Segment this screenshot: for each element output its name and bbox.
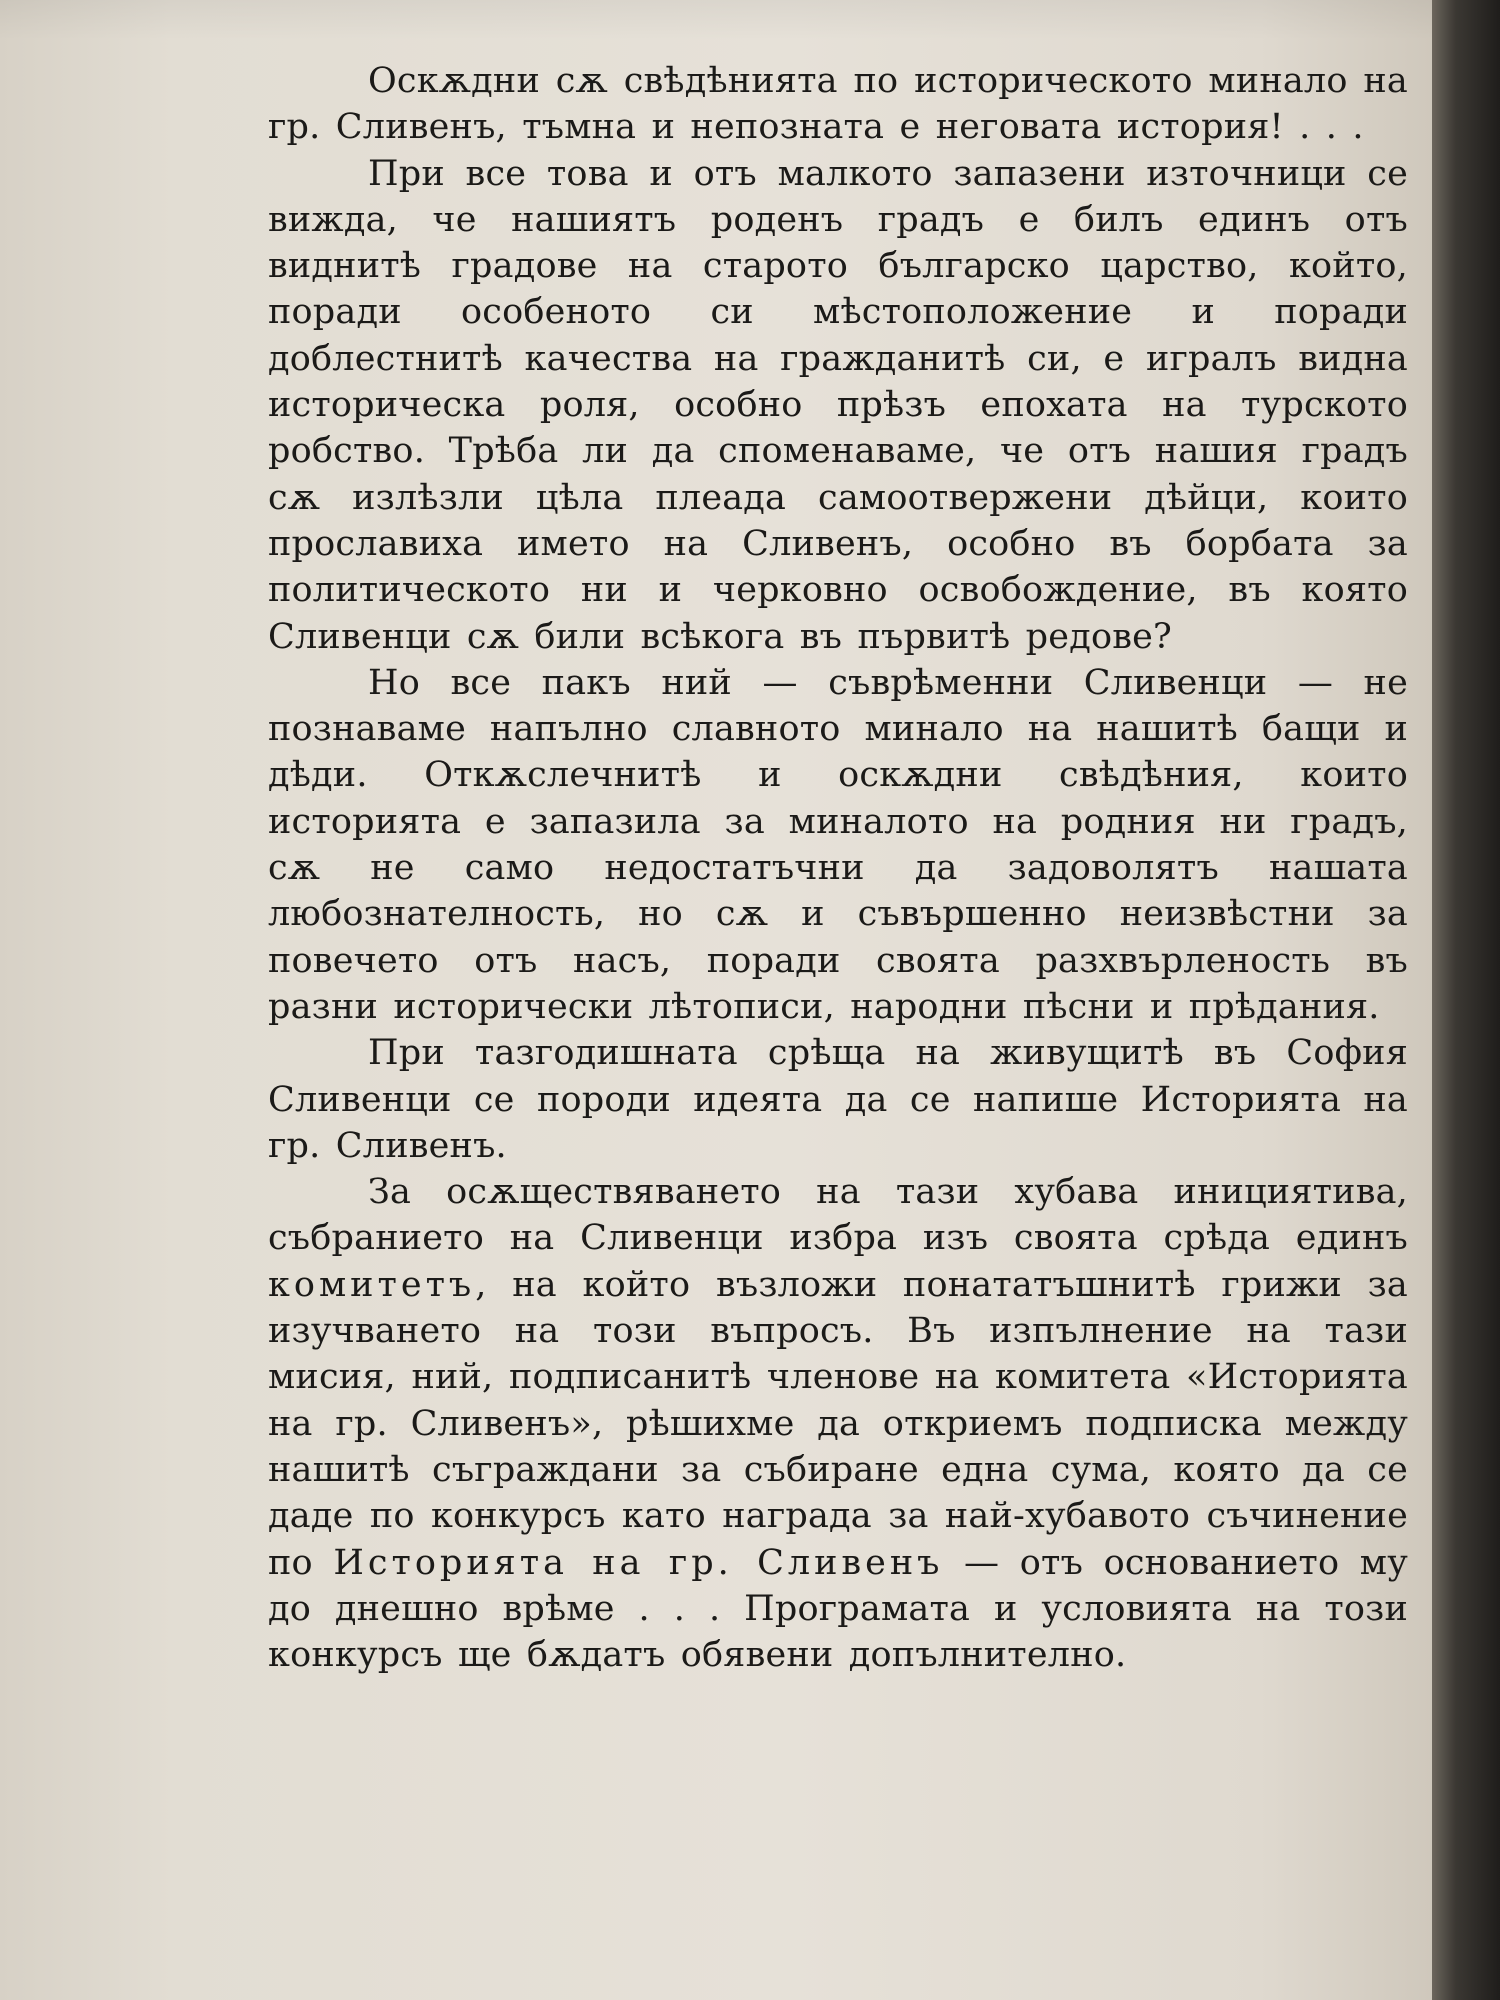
book-edge <box>1432 0 1500 2000</box>
spaced-word-komitet: комитетъ <box>268 1264 476 1305</box>
paragraph-5-part-3: — отъ основанието му до днешно врѣме . . . Програмата и условията на този конкурсъ ще бѫдатъ обявени допълнително. <box>268 1542 1409 1676</box>
spaced-title-istoriyata: Историята на гр. Сливенъ <box>333 1542 944 1583</box>
paragraph-3: Но все пакъ ний — съврѣменни Сливенци — не познаваме напълно славното минало на нашитѣ бащи и дѣди. Откѫслечнитѣ и оскѫдни свѣдѣния, които историята е запазила за миналото на родния ни градъ, сѫ не само недостатъчни да задоволятъ нашата любознателность, но сѫ и съвършенно неизвѣстни за повечето отъ насъ, поради своята разхвърленость въ разни исторически лѣтописи, народни пѣсни и прѣдания. <box>268 662 1408 1027</box>
text-block <box>268 58 1408 1678</box>
paragraph-4: При тазгодишната срѣща на живущитѣ въ София Сливенци се породи идеята да се напише Историята на гр. Сливенъ. <box>268 1033 1408 1166</box>
paragraph-5-part-1: За осѫществяването на тази хубава инициятива, събранието на Сливенци избра изъ своята срѣда единъ <box>268 1172 1408 1259</box>
paragraph-1: Оскѫдни сѫ свѣдѣнията по историческото минало на гр. Сливенъ, тъмна и непозната е неговата история! . . . <box>268 61 1408 148</box>
page-shadow <box>0 0 1432 40</box>
paragraph-5 <box>268 1169 1408 1678</box>
paragraph-2: При все това и отъ малкото запазени източници се вижда, че нашиятъ роденъ градъ е билъ единъ отъ виднитѣ градове на старото българско царство, който, поради особеното си мѣстоположение и поради доблестнитѣ качества на гражданитѣ си, е игралъ видна историческа роля, особно прѣзъ епохата на турското робство. Трѣба ли да споменаваме, че отъ нашия градъ сѫ излѣзли цѣла плеада самоотвержени дѣйци, които прославиха името на Сливенъ, особно въ борбата за политическото ни и черковно освобождение, въ която Сливенци сѫ били всѣкога въ първитѣ редове? <box>268 153 1408 657</box>
paragraph-5-part-2: , на който възложи понататъшнитѣ грижи за изучването на този въпросъ. Въ изпълнение на тази мисия, ний, подписанитѣ членове на комитета «Историята на гр. Сливенъ», рѣшихме да откриемъ подписка между нашитѣ съграждани за събиране една сума, която да се даде по конкурсъ като награда за най-хубавото съчинение по <box>268 1264 1408 1583</box>
